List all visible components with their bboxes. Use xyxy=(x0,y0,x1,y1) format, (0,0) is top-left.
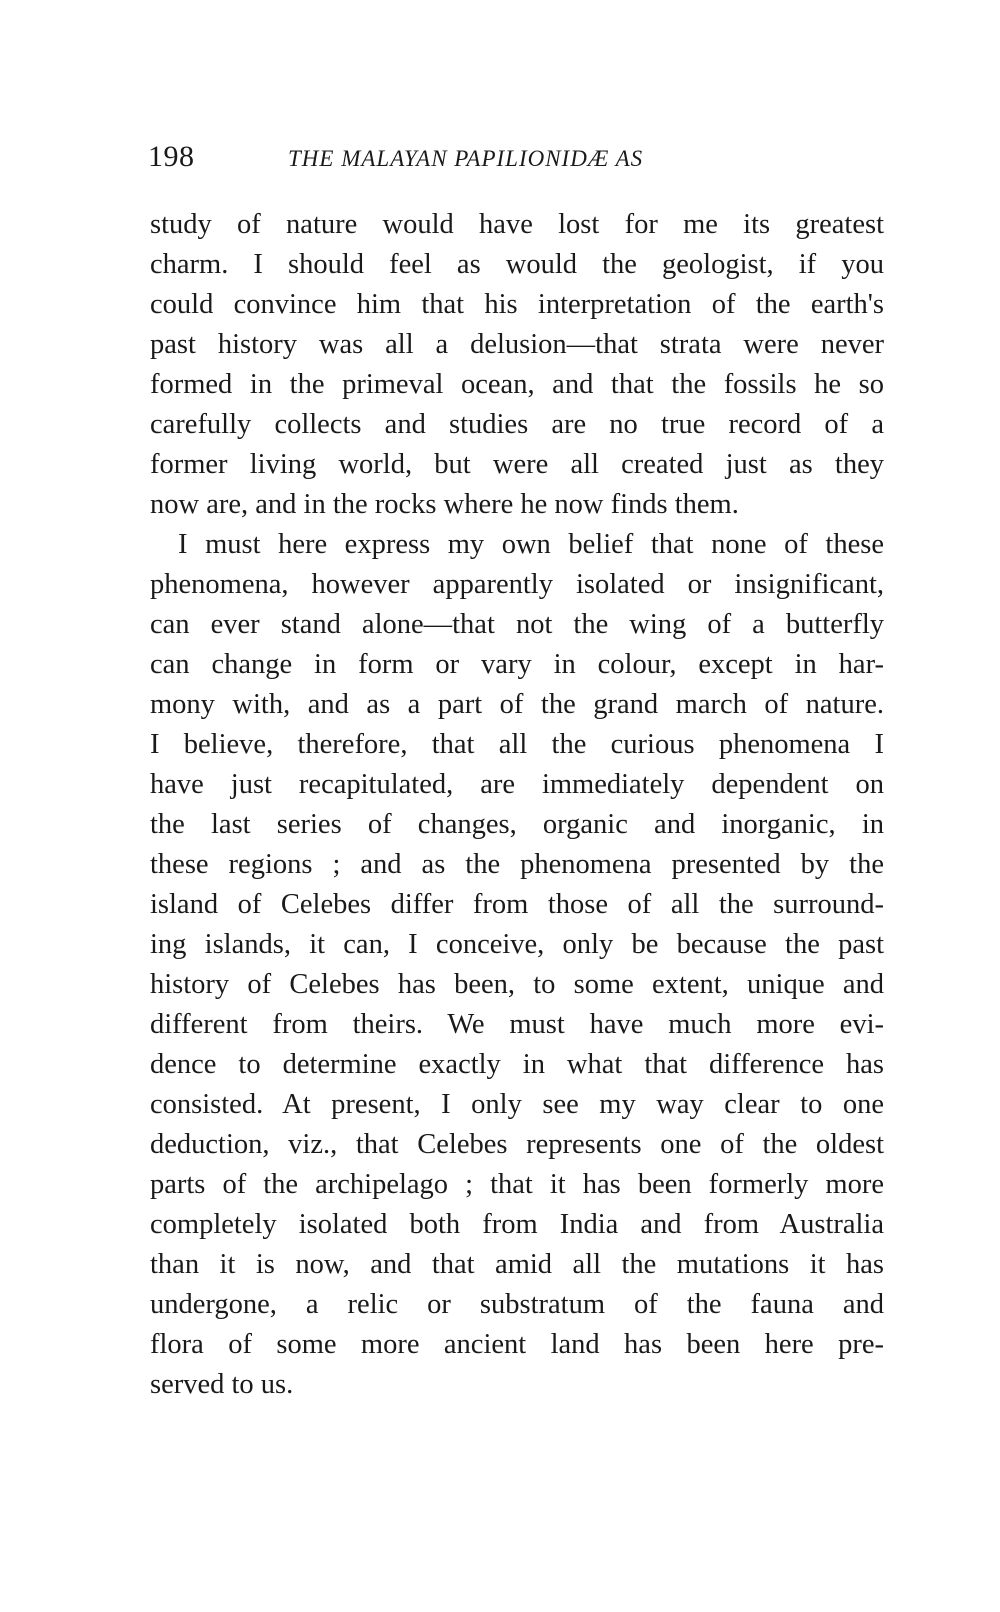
text-line: the last series of changes, organic and inorganic, in xyxy=(150,809,884,840)
text-line: charm. I should feel as would the geologist, if you xyxy=(150,249,884,280)
running-head xyxy=(148,140,888,180)
text-line: deduction, viz., that Celebes represents one of the oldest xyxy=(150,1129,884,1160)
text-line: could convince him that his interpretation of the earth's xyxy=(150,289,884,320)
text-line: phenomena, however apparently isolated or insignificant, xyxy=(150,569,884,600)
text-line: formed in the primeval ocean, and that the fossils he so xyxy=(150,369,884,400)
text-line: now are, and in the rocks where he now finds them. xyxy=(150,489,739,520)
running-title: THE MALAYAN PAPILIONIDÆ AS xyxy=(288,146,644,171)
body-text xyxy=(150,205,884,1405)
text-line: history of Celebes has been, to some extent, unique and xyxy=(150,969,884,1000)
text-line: can change in form or vary in colour, except in har- xyxy=(150,649,884,680)
text-line: flora of some more ancient land has been here pre- xyxy=(150,1329,884,1360)
text-line: former living world, but were all created just as they xyxy=(150,449,884,480)
text-line: have just recapitulated, are immediately dependent on xyxy=(150,769,884,800)
page-number: 198 xyxy=(148,140,195,173)
text-line: consisted. At present, I only see my way clear to one xyxy=(150,1089,884,1120)
text-line: served to us. xyxy=(150,1369,294,1400)
paragraph-start-line: I must here express my own belief that none of these xyxy=(178,529,884,560)
text-line: past history was all a delusion—that strata were never xyxy=(150,329,884,360)
text-line: I believe, therefore, that all the curious phenomena I xyxy=(150,729,884,760)
text-line: undergone, a relic or substratum of the fauna and xyxy=(150,1289,884,1320)
text-line: dence to determine exactly in what that difference has xyxy=(150,1049,884,1080)
text-line: than it is now, and that amid all the mutations it has xyxy=(150,1249,884,1280)
text-line: study of nature would have lost for me its greatest xyxy=(150,209,884,240)
text-line: parts of the archipelago ; that it has been formerly more xyxy=(150,1169,884,1200)
text-line: mony with, and as a part of the grand march of nature. xyxy=(150,689,884,720)
text-line: carefully collects and studies are no true record of a xyxy=(150,409,884,440)
text-line: can ever stand alone—that not the wing of a butterfly xyxy=(150,609,884,640)
text-line: these regions ; and as the phenomena presented by the xyxy=(150,849,884,880)
text-line: different from theirs. We must have much more evi- xyxy=(150,1009,884,1040)
text-line: completely isolated both from India and from Australia xyxy=(150,1209,884,1240)
text-line: ing islands, it can, I conceive, only be because the past xyxy=(150,929,884,960)
text-line: island of Celebes differ from those of all the surround- xyxy=(150,889,884,920)
